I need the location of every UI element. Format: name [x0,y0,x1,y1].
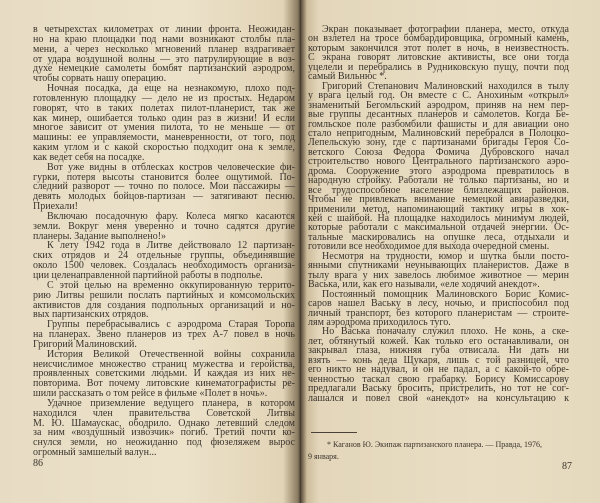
text-line: говорят, что в таких полетах пилот-планерист, так же [33,102,295,114]
text-line: как минер, ошибается только один раз в жизни! И если [33,112,295,124]
text-line: Ночная посадка, да еще на незнакомую, плохо под- [47,83,295,95]
text-line: Приехали! [33,201,78,213]
text-line: вые группы десантных планеров и самолетов. Когда Бе- [308,109,569,121]
text-line: за ним «воздушный извозчик» погиб. Третий почти ко- [33,427,295,439]
text-line: Включаю посадочную фару. Колеса мягко касаются [47,210,295,222]
text-line: С экрана говорят литовские активисты, все они тогда [308,52,569,64]
text-line: уцелели и перебрались в Рудниковскую пущу, почти под [308,61,569,73]
text-line: девять молодых бойцов-партизан — затягивают песню. [33,191,295,203]
text-line: лашался и повел свой «анекдот» на консультацию к [308,392,569,404]
text-line: которые работали с максимальной отдачей энергии. Ос- [308,222,569,234]
text-line: тылу врага у них завелось любимое животное — мерин [308,269,569,281]
text-line: готовленную площадку — дело не из простых. Недаром [33,92,295,104]
text-line: личный транспорт, без которого планеристам — строите- [308,307,569,319]
text-line: История Великой Отечественной войны сохранила [47,348,295,360]
text-line: закрывал глаза, нижняя губа отвисала. Ни дать ни [308,345,569,357]
text-line: лям аэродрома приходилось туго. [308,316,451,328]
text-line: ветского Союза Федора Фомича Дубровского начал [308,146,569,158]
text-line: огромный замшелый валун... [33,447,157,459]
text-line: ченностью таскал свою грабарку. Борису Комиссарову [308,373,569,385]
text-line: Несмотря на трудности, юмор и шутка были посто- [322,250,569,262]
text-line: на планерах. Звено планеров из трех А-7 повел в ночь [33,329,295,341]
text-line: в четырехстах километрах от линии фронта. Неожидан- [33,24,295,35]
text-line: снулся земли, но неожиданно под фюзеляжем вырос [33,437,295,449]
text-line: Экран показывает фотографии планера, место, откуда [322,24,569,35]
text-line: он взлетел на тросе бомбардировщика, огромный камень, [308,33,569,45]
text-line: Постоянный помощник Малиновского Борис Комис- [322,288,569,300]
text-line: самый Вильнюс *. [308,71,387,83]
text-line: проявленных советскими людьми. И каждая из них не- [33,368,295,380]
text-line: взять — конь деда Щукаря, лишь с той разницей, что [308,354,569,366]
text-line: саров нашел Ваську в лесу, ночью, и приспособил под [308,298,569,310]
text-line: Григорий Малиновский. [33,338,137,350]
footnote-line: * Каганов Ю. Экипаж партизанского планера. — Правда, 1976, [327,440,543,449]
text-line: мени, а через несколько мгновений планер вздрагивает [33,43,295,55]
text-line: К лету 1942 года в Литве действовало 12 партизан- [47,240,295,252]
text-line: Вот уже видны в отблесках костров человеческие фи- [47,161,295,173]
text-line: строительство нового Центрального партизанского аэро- [308,156,569,168]
text-line: но на краю площадки под нами возникают столбы пла- [33,33,295,45]
text-line: гомльское поле разбомбили фашисты и для авиации оно [308,118,569,130]
text-line: Лепельскую зону, где с партизанами бригады Героя Со- [308,137,569,149]
text-line: у врага целый год. Он вместе с С. Анохиным «открыл» [308,90,569,102]
text-line: знаменитый Бегомльский аэродром, приняв на нем пер- [308,99,569,111]
text-line: предлагали Ваську бросить, пристрелить, но тот не сог- [308,383,569,395]
text-line: ских отрядов и 24 отдельные группы, объединявшие [33,250,295,262]
text-line: многое зависит от умения пилота, то не меньше — от [33,122,295,134]
text-line: дрома. Сооружение этого аэродрома превратилось в [308,165,569,177]
text-line: планеры. Задание выполнено!» [33,230,167,242]
text-line: как ведет себя на посадке. [33,151,145,163]
text-line: тальные маскировались на опушке леса, отдыхали и [308,231,569,243]
footnote-line: 9 января. [308,452,339,461]
text-line: применили метод, напоминающий тактику игры в хок- [308,203,569,215]
text-line: янными спутниками неунывающих планеристов. Даже в [308,260,569,272]
text-line: активистов для создания подпольных организаций и но- [33,299,295,311]
text-line: земли. Вокруг меня уверенно и точно садятся другие [33,220,295,232]
text-line: Удачное приземление ведущего планера, в котором [47,397,295,409]
text-line: гурки, потеря высоты становится более ощутимой. По- [33,171,295,183]
text-line: народную стройку. Работали не только партизаны, но и [308,175,569,187]
right-page [301,0,600,503]
text-line: чтобы сорвать нашу операцию. [33,73,167,85]
text-line: Васька, или, как его называли, «еле ходячий анекдот». [308,279,540,291]
text-line: повторима. Вот почему литовские кинематографисты ре- [33,378,295,390]
text-line: от удара воздушной волны — это патрулирующие в воз- [33,53,295,65]
text-line: шили рассказать о том рейсе в фильме «Полет в ночь». [33,388,268,400]
page-number-left: 86 [33,458,43,469]
text-line: стало непригодным, Малиновский перебрался в Полоцко- [308,127,569,139]
text-line: духе немецкие самолеты бомбят партизанский аэродром, [33,63,295,75]
text-line: неисчислимое множество страниц мужества и геройства, [33,358,295,370]
text-line: находился член правительства Советской Литвы [33,407,295,419]
text-line: Но Васька поначалу служил плохо. Не конь, а ске- [322,326,569,338]
text-line: С этой целью на временно оккупированную террито- [47,279,295,291]
text-line: ции целенаправленной партийной работы в подполье. [33,270,263,281]
text-line: готовили все необходимое для выхода очередной смены. [308,241,550,253]
text-line: вых партизанских отрядов. [33,309,149,321]
text-line: которым закончился этот полет в ночь, в неизвестность. [308,42,569,54]
text-line: М. Ю. Шамаускас, ободрило. Однако летевший следом [33,417,295,429]
text-line: каким углом и с какой скоростью подходит она к земле, [33,142,295,154]
page-number-right: 87 [562,461,572,472]
text-line: машины: ее управляемости, маневренности, от того, под [33,132,295,144]
text-line: лет, обтянутый кожей. Как только его останавливали, он [308,335,569,347]
text-line: все трудоспособное население близлежащих районов. [308,184,569,196]
text-line: рию Литвы решили послать партийных и комсомольских [33,289,295,301]
text-line: около 1500 человек. Создалась необходимость организа- [33,260,295,272]
text-line: его никто не надувал, и он не падал, а с какой-то обре- [308,364,569,376]
text-line: Григорий Степанович Малиновский находился в тылу [322,80,569,92]
footnote-divider [311,432,357,433]
text-line: Группы перебрасывались с аэродрома Старая Торопа [47,319,295,331]
text-line: Чтобы не привлекать внимание немецкой авиаразведки, [308,194,569,206]
text-line: следний разворот — точно по полосе. Мои пассажиры — [33,181,295,193]
text-line: кей с шайбой. На площадке находилось минимум людей, [308,213,569,224]
